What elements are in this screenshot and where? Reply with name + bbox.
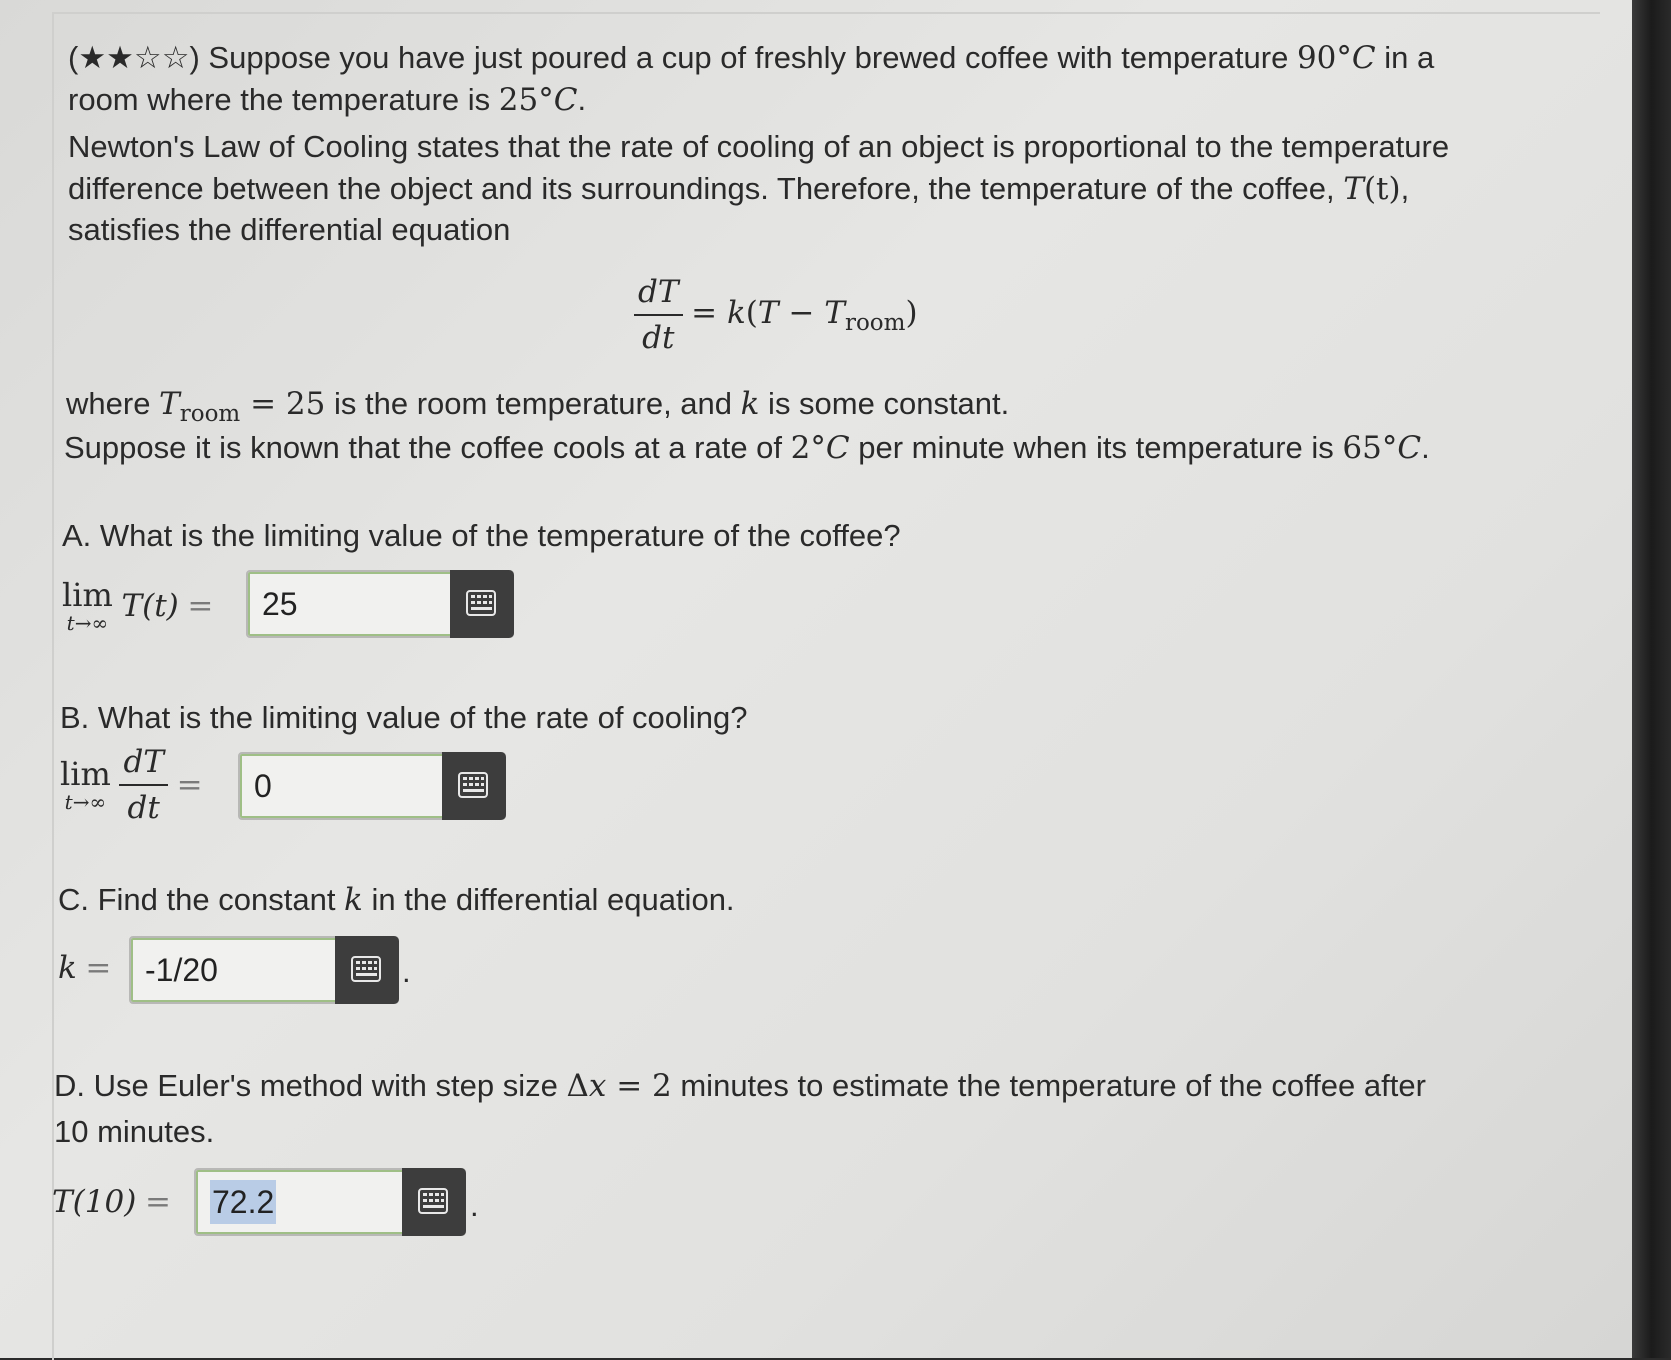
math-x: x [588, 1068, 607, 1104]
where-text: is some constant. [759, 386, 1010, 421]
part-c-text: C. Find the constant [58, 882, 345, 917]
where-text: is the room temperature, and [325, 386, 741, 421]
math-k: k [344, 882, 363, 918]
keypad-icon [458, 772, 488, 798]
intro-line-4 [68, 167, 1409, 211]
room-temp: 25° [498, 82, 554, 118]
fraction-numerator: dT [119, 740, 168, 786]
dT-dt-fraction [634, 270, 683, 360]
keypad-icon [351, 956, 381, 982]
part-b-expression [60, 740, 203, 830]
part-b-keypad-button[interactable] [442, 752, 506, 820]
part-c-trailing-period: . [402, 954, 411, 989]
part-d-answer-value: 72.2 [210, 1180, 276, 1224]
equals-sign: = [144, 1184, 171, 1220]
intro-text: , [1400, 171, 1410, 206]
part-a-expression [62, 578, 213, 634]
subscript-room: room [844, 310, 906, 337]
part-d-keypad-button[interactable] [402, 1168, 466, 1236]
equals-sign: = [187, 588, 214, 624]
keypad-icon [466, 590, 496, 616]
part-d-text: minutes to estimate the temperature of the coffee after [671, 1068, 1426, 1103]
intro-line-2 [68, 78, 586, 122]
intro-text: . [577, 82, 587, 117]
known-rate-line [64, 426, 1430, 470]
fraction-denominator: dt [642, 320, 675, 356]
lim-word: lim [62, 576, 113, 614]
intro-line-5: satisfies the differential equation [68, 212, 511, 247]
monitor-bezel [1632, 0, 1671, 1358]
known-text: per minute when its temperature is [849, 430, 1343, 465]
part-d-trailing-period: . [470, 1188, 479, 1223]
unit-c: C [553, 82, 578, 118]
fraction-denominator: dt [127, 790, 160, 826]
intro-line-1 [68, 36, 1434, 80]
where-line [66, 382, 1009, 429]
part-b-question: B. What is the limiting value of the rate of cooling? [60, 700, 748, 735]
unit-c: C [1351, 40, 1376, 76]
step-size-value: = 2 [606, 1068, 672, 1104]
limit-operator [60, 757, 111, 813]
keypad-icon [418, 1188, 448, 1214]
part-c-expression [58, 946, 111, 990]
known-text: . [1421, 430, 1430, 465]
math-k: k [740, 386, 760, 422]
differential-equation [634, 270, 918, 360]
part-d-answer-input[interactable] [194, 1168, 466, 1236]
math-T: T [757, 295, 779, 332]
part-a-question: A. What is the limiting value of the temperature of the coffee? [62, 518, 901, 553]
part-d-text: D. Use Euler's method with step size [54, 1068, 567, 1103]
part-c-keypad-button[interactable] [335, 936, 399, 1004]
part-c-answer-value: -1/20 [145, 952, 218, 988]
math-T: T [1343, 171, 1364, 207]
intro-text: (★★☆☆) Suppose you have just poured a cup of freshly brewed coffee with temperature [68, 40, 1297, 75]
lim-word: lim [60, 755, 111, 793]
part-b-answer-value: 0 [254, 768, 272, 804]
paren: ) [905, 295, 918, 332]
intro-text: difference between the object and its surroundings. Therefore, the temperature of the coffee, [68, 171, 1344, 206]
known-text: Suppose it is known that the coffee cools at a rate of [64, 430, 791, 465]
equals-sign: = [85, 950, 112, 986]
part-a-keypad-button[interactable] [450, 570, 514, 638]
troom-value: = 25 [240, 386, 326, 422]
part-c-question [58, 878, 735, 922]
lim-subscript: t→∞ [66, 611, 109, 635]
part-b-answer-input[interactable] [238, 752, 506, 820]
where-text: where [66, 386, 160, 421]
paren: ( [745, 295, 758, 332]
math-delta: Δ [566, 1068, 589, 1104]
equals-sign: = [691, 295, 727, 332]
known-temp: 65° [1342, 430, 1398, 466]
part-d-question-line-1 [54, 1064, 1426, 1108]
part-d-expression [52, 1180, 171, 1224]
part-c-answer-input[interactable] [129, 936, 399, 1004]
dT-dt-fraction [119, 740, 168, 830]
intro-text: room where the temperature is [68, 82, 499, 117]
subscript-room: room [179, 401, 241, 427]
equals-sign: = [176, 767, 203, 803]
unit-c: C [825, 430, 850, 466]
math-k: k [727, 295, 746, 332]
lim-subscript: t→∞ [64, 790, 107, 814]
part-a-answer-value: 25 [262, 586, 298, 622]
math-k: k [58, 950, 77, 986]
unit-c: C [1397, 430, 1422, 466]
math-T-of-t: T(t) [121, 588, 179, 624]
coffee-temp: 90° [1296, 40, 1352, 76]
limit-operator [62, 578, 113, 634]
fraction-numerator: dT [634, 270, 683, 316]
part-a-answer-input[interactable] [246, 570, 514, 638]
intro-line-3: Newton's Law of Cooling states that the rate of cooling of an object is proportional to the temperature [68, 129, 1450, 164]
cooling-rate: 2° [790, 430, 826, 466]
math-T: T [159, 386, 180, 422]
part-c-text: in the differential equation. [362, 882, 735, 917]
math-t: (t) [1363, 171, 1401, 207]
part-d-question-line-2: 10 minutes. [54, 1114, 215, 1149]
math-T-of-10: T(10) [52, 1184, 137, 1220]
intro-text: in a [1375, 40, 1435, 75]
math-T-room: T [824, 295, 845, 332]
minus-sign: − [778, 295, 825, 332]
